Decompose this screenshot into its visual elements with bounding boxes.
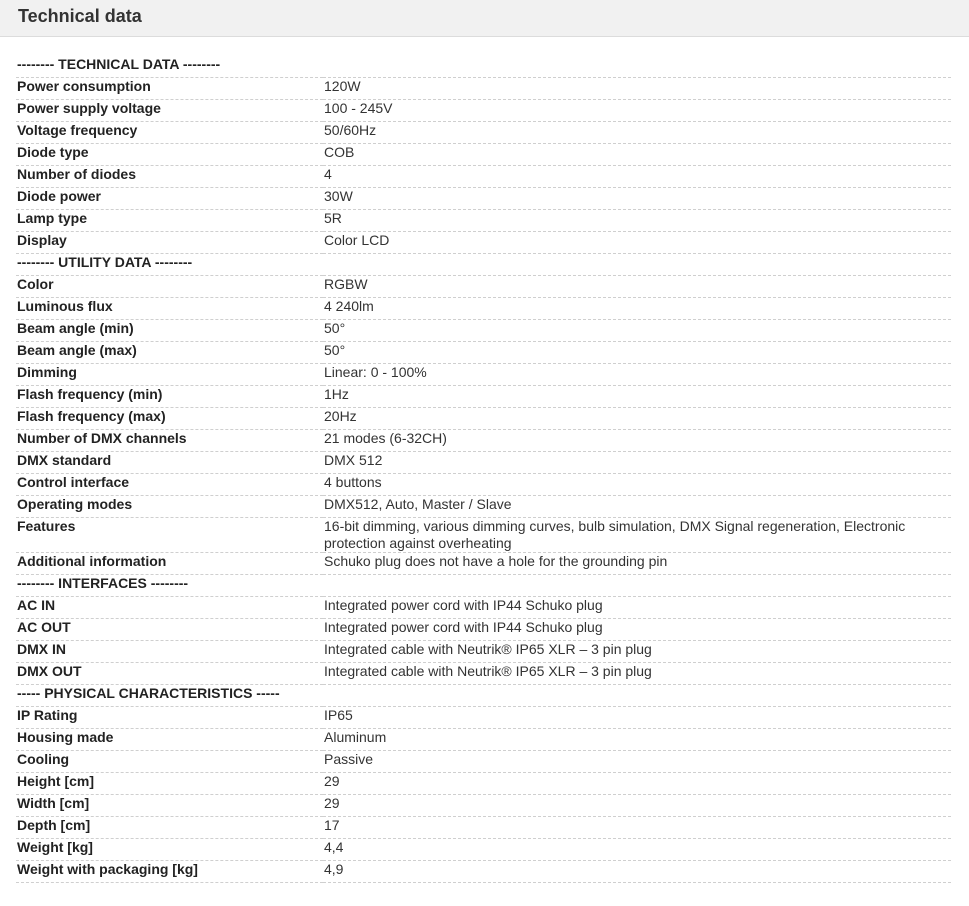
spec-row xyxy=(16,78,951,100)
spec-value: 50/60Hz xyxy=(323,122,951,144)
spec-label: Flash frequency (min) xyxy=(16,386,323,408)
section-heading-row xyxy=(16,685,951,707)
spec-value: IP65 xyxy=(323,707,951,729)
spec-label: Color xyxy=(16,276,323,298)
spec-label: AC OUT xyxy=(16,619,323,641)
spec-value: 16-bit dimming, various dimming curves, bulb simulation, DMX Signal regeneration, Electronic protection against overheating xyxy=(323,518,951,553)
spec-value: 100 - 245V xyxy=(323,100,951,122)
spec-label: Cooling xyxy=(16,751,323,773)
spec-row xyxy=(16,817,951,839)
spec-value: Integrated cable with Neutrik® IP65 XLR – 3 pin plug xyxy=(323,641,951,663)
spec-label: Luminous flux xyxy=(16,298,323,320)
spec-row xyxy=(16,100,951,122)
spec-row xyxy=(16,276,951,298)
spec-row xyxy=(16,795,951,817)
spec-row xyxy=(16,518,951,553)
spec-value: 21 modes (6-32CH) xyxy=(323,430,951,452)
spec-table xyxy=(16,56,951,883)
section-heading: -------- UTILITY DATA -------- xyxy=(16,254,951,276)
section-heading: ----- PHYSICAL CHARACTERISTICS ----- xyxy=(16,685,951,707)
section-heading-row xyxy=(16,56,951,78)
spec-label: AC IN xyxy=(16,597,323,619)
section-heading: -------- TECHNICAL DATA -------- xyxy=(16,56,951,78)
spec-label: Diode type xyxy=(16,144,323,166)
spec-value: Linear: 0 - 100% xyxy=(323,364,951,386)
spec-value: Integrated cable with Neutrik® IP65 XLR – 3 pin plug xyxy=(323,663,951,685)
spec-value: 4,4 xyxy=(323,839,951,861)
spec-row xyxy=(16,553,951,575)
spec-row xyxy=(16,751,951,773)
spec-label: Height [cm] xyxy=(16,773,323,795)
spec-value: 17 xyxy=(323,817,951,839)
spec-row xyxy=(16,298,951,320)
spec-value: RGBW xyxy=(323,276,951,298)
spec-value: 29 xyxy=(323,773,951,795)
spec-label: Lamp type xyxy=(16,210,323,232)
spec-value: 4 240lm xyxy=(323,298,951,320)
spec-row xyxy=(16,364,951,386)
spec-value: COB xyxy=(323,144,951,166)
spec-row xyxy=(16,597,951,619)
spec-label: IP Rating xyxy=(16,707,323,729)
page-title: Technical data xyxy=(18,5,142,26)
spec-value: 29 xyxy=(323,795,951,817)
spec-row xyxy=(16,210,951,232)
section-heading: -------- INTERFACES -------- xyxy=(16,575,951,597)
spec-value: DMX512, Auto, Master / Slave xyxy=(323,496,951,518)
spec-label: Display xyxy=(16,232,323,254)
spec-value: Integrated power cord with IP44 Schuko plug xyxy=(323,597,951,619)
spec-label: Housing made xyxy=(16,729,323,751)
spec-label: Diode power xyxy=(16,188,323,210)
spec-value: Schuko plug does not have a hole for the grounding pin xyxy=(323,553,951,575)
spec-row xyxy=(16,232,951,254)
spec-row xyxy=(16,342,951,364)
spec-value: 30W xyxy=(323,188,951,210)
section-heading-row xyxy=(16,254,951,276)
spec-row xyxy=(16,839,951,861)
spec-label: Power consumption xyxy=(16,78,323,100)
section-heading-row xyxy=(16,575,951,597)
spec-label: Additional information xyxy=(16,553,323,575)
spec-row xyxy=(16,496,951,518)
spec-label: DMX standard xyxy=(16,452,323,474)
spec-value: 50° xyxy=(323,342,951,364)
spec-label: DMX OUT xyxy=(16,663,323,685)
spec-label: Weight with packaging [kg] xyxy=(16,861,323,883)
spec-row xyxy=(16,188,951,210)
spec-value: Passive xyxy=(323,751,951,773)
spec-value: 1Hz xyxy=(323,386,951,408)
spec-value: 5R xyxy=(323,210,951,232)
spec-label: Number of DMX channels xyxy=(16,430,323,452)
spec-value: 4 buttons xyxy=(323,474,951,496)
section-header xyxy=(0,0,969,37)
spec-value: 4 xyxy=(323,166,951,188)
spec-label: Flash frequency (max) xyxy=(16,408,323,430)
spec-label: Features xyxy=(16,518,323,553)
spec-label: Width [cm] xyxy=(16,795,323,817)
spec-row xyxy=(16,144,951,166)
spec-value: Aluminum xyxy=(323,729,951,751)
spec-row xyxy=(16,707,951,729)
spec-label: Operating modes xyxy=(16,496,323,518)
spec-row xyxy=(16,663,951,685)
spec-row xyxy=(16,430,951,452)
spec-value: Integrated power cord with IP44 Schuko plug xyxy=(323,619,951,641)
spec-label: Dimming xyxy=(16,364,323,386)
spec-label: Beam angle (max) xyxy=(16,342,323,364)
spec-value: 50° xyxy=(323,320,951,342)
spec-label: Weight [kg] xyxy=(16,839,323,861)
spec-row xyxy=(16,729,951,751)
spec-label: Control interface xyxy=(16,474,323,496)
spec-label: Voltage frequency xyxy=(16,122,323,144)
spec-row xyxy=(16,122,951,144)
spec-label: Depth [cm] xyxy=(16,817,323,839)
spec-row xyxy=(16,474,951,496)
spec-row xyxy=(16,619,951,641)
spec-label: Beam angle (min) xyxy=(16,320,323,342)
spec-label: Number of diodes xyxy=(16,166,323,188)
spec-row xyxy=(16,641,951,663)
spec-row xyxy=(16,452,951,474)
spec-row xyxy=(16,408,951,430)
spec-table-body xyxy=(16,56,951,883)
spec-row xyxy=(16,320,951,342)
spec-label: Power supply voltage xyxy=(16,100,323,122)
spec-row xyxy=(16,861,951,883)
spec-value: 20Hz xyxy=(323,408,951,430)
spec-value: 120W xyxy=(323,78,951,100)
spec-row xyxy=(16,386,951,408)
spec-value: Color LCD xyxy=(323,232,951,254)
spec-row xyxy=(16,773,951,795)
spec-value: DMX 512 xyxy=(323,452,951,474)
spec-value: 4,9 xyxy=(323,861,951,883)
spec-row xyxy=(16,166,951,188)
spec-label: DMX IN xyxy=(16,641,323,663)
